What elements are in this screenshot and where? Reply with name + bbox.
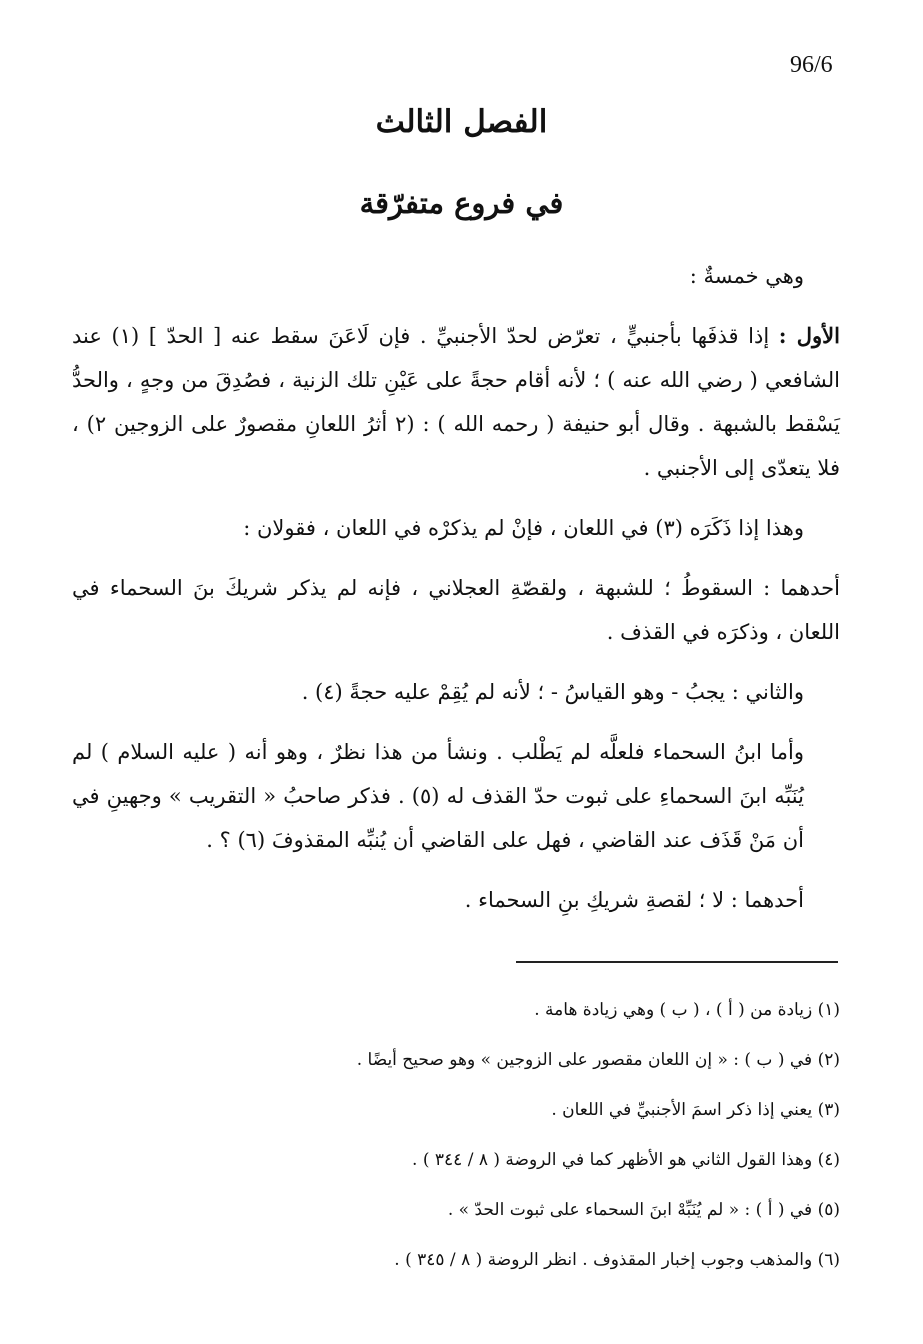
- paragraph-first-opinion: أحدهما : السقوطُ ؛ للشبهة ، ولقصّةِ العجلاني ، فإنه لم يذكر شريكَ بنَ السحماء في اللعان ، وذكرَه في القذف .: [72, 576, 840, 644]
- footnote: (٣) يعني إذا ذكر اسمَ الأجنبيِّ في اللعان .: [551, 1100, 840, 1120]
- footnote: (٦) والمذهب وجوب إخبار المقذوف . انظر الروضة ( ٨ / ٣٤٥ ) .: [394, 1250, 840, 1270]
- footnote: (٥) في ( أ ) : « لم يُنَبِّهْ ابنَ السحماء على ثبوت الحدّ » .: [447, 1200, 840, 1220]
- paragraph-first-view: أحدهما : لا ؛ لقصةِ شريكِ بنِ السحماء .: [464, 888, 804, 912]
- main-text: [72, 254, 840, 938]
- intro-paragraph: وهي خمسةٌ :: [689, 264, 804, 288]
- footnote-divider: [516, 961, 838, 963]
- page-number: 96/6: [790, 52, 833, 78]
- paragraph-two-opinions: وهذا إذا ذَكَرَه (٣) في اللعان ، فإنْ لم يذكرْه في اللعان ، فقولان :: [243, 516, 804, 540]
- paragraph-first-branch: [72, 314, 840, 490]
- footnotes: [72, 985, 840, 1285]
- paragraph-ibn-sahma: وأما ابنُ السحماء فلعلَّه لم يَطْلب . ونشأ من هذا نظرٌ ، وهو أنه ( عليه السلام ) لم يُنَبِّه ابنَ السحماءِ على ثبوت حدّ القذف له (٥) . فذكر صاحبُ « التقريب » وجهينِ في أن مَنْ قَذَف عند القاضي ، فهل على القاضي أن يُنبِّه المقذوفَ (٦) ؟ .: [72, 740, 804, 852]
- chapter-subtitle: في فروع متفرّقة: [359, 186, 564, 220]
- footnote: (٢) في ( ب ) : « إن اللعان مقصور على الزوجين » وهو صحيح أيضًا .: [356, 1050, 840, 1070]
- paragraph-lead: الأول :: [778, 323, 840, 348]
- footnote: (٤) وهذا القول الثاني هو الأظهر كما في الروضة ( ٨ / ٣٤٤ ) .: [412, 1150, 840, 1170]
- chapter-title: الفصل الثالث: [375, 104, 548, 140]
- footnote: (١) زيادة من ( أ ) ، ( ب ) وهي زيادة هامة .: [534, 1000, 840, 1020]
- paragraph-text: إذا قذفَها بأجنبيٍّ ، تعرّض لحدّ الأجنبيِّ . فإن لَاعَنَ سقط عنه [ الحدّ ] (١) عند الشافعي ( رضي الله عنه ) ؛ لأنه أقام حجةً على عَيْنِ تلك الزنية ، فصُدِقَ من وجهٍ ، والحدُّ يَسْقط بالشبهة . وقال أبو حنيفة ( رحمه الله ) : (٢ أثرُ اللعانِ مقصورٌ على الزوجين ٢) ، فلا يتعدّى إلى الأجنبي .: [72, 324, 841, 480]
- paragraph-second-opinion: والثاني : يجبُ - وهو القياسُ - ؛ لأنه لم يُقِمْ عليه حجةً (٤) .: [301, 680, 804, 704]
